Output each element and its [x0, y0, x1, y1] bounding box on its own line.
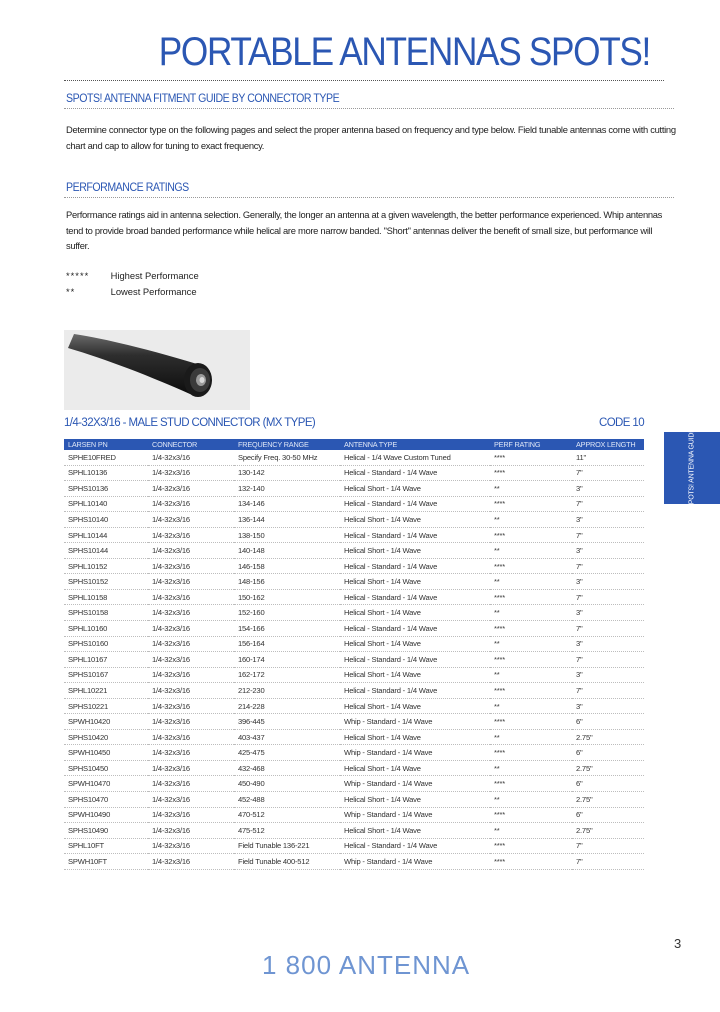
table-cell: SPHS10490 [64, 823, 148, 839]
table-cell: SPHS10470 [64, 792, 148, 808]
table-cell: SPHS10160 [64, 636, 148, 652]
table-cell: 1/4-32x3/16 [148, 465, 234, 481]
column-header: ANTENNA TYPE [340, 439, 490, 450]
fitment-divider [64, 108, 674, 109]
table-cell: 212-230 [234, 683, 340, 699]
table-cell: Helical Short - 1/4 Wave [340, 792, 490, 808]
table-cell: Whip - Standard - 1/4 Wave [340, 714, 490, 730]
column-header: APPROX LENGTH [572, 439, 644, 450]
table-cell: 3" [572, 605, 644, 621]
table-cell: 3" [572, 698, 644, 714]
table-cell: 152-160 [234, 605, 340, 621]
table-cell: SPWH10FT [64, 854, 148, 870]
table-cell: 7" [572, 854, 644, 870]
table-cell: 1/4-32x3/16 [148, 807, 234, 823]
table-cell: **** [490, 807, 572, 823]
table-cell: SPHL10160 [64, 621, 148, 637]
table-cell: 136-144 [234, 512, 340, 528]
table-cell: Helical - Standard - 1/4 Wave [340, 621, 490, 637]
table-cell: ** [490, 792, 572, 808]
table-cell: Specify Freq. 30-50 MHz [234, 450, 340, 465]
table-cell: 1/4-32x3/16 [148, 667, 234, 683]
table-cell: 452-488 [234, 792, 340, 808]
table-cell: 7" [572, 683, 644, 699]
table-cell: ** [490, 543, 572, 559]
table-cell: 7" [572, 558, 644, 574]
antenna-photo [64, 330, 250, 410]
table-cell: 1/4-32x3/16 [148, 838, 234, 854]
table-cell: 7" [572, 465, 644, 481]
table-cell: SPWH10470 [64, 776, 148, 792]
table-cell: 1/4-32x3/16 [148, 543, 234, 559]
fitment-heading: SPOTS! ANTENNA FITMENT GUIDE BY CONNECTOR TYPE [66, 93, 340, 105]
table-cell: Helical - Standard - 1/4 Wave [340, 683, 490, 699]
table-cell: Helical - 1/4 Wave Custom Tuned [340, 450, 490, 465]
table-cell: Helical Short - 1/4 Wave [340, 729, 490, 745]
table-cell: **** [490, 838, 572, 854]
table-cell: SPHE10FRED [64, 450, 148, 465]
table-cell: 396-445 [234, 714, 340, 730]
rating-legend-highest [66, 270, 199, 281]
table-cell: Whip - Standard - 1/4 Wave [340, 854, 490, 870]
table-row [64, 465, 644, 481]
performance-text: Performance ratings aid in antenna selection. Generally, the longer an antenna at a given wavelength, the better performance experienced. Whip antennas tend to provide broad banded performance while helical are more narrow banded. "Short" antennas deliver the benefit of small size, but performance will suffer. [66, 209, 663, 251]
table-cell: SPHS10167 [64, 667, 148, 683]
table-cell: 2.75" [572, 760, 644, 776]
table-cell: 162-172 [234, 667, 340, 683]
table-cell: 470-512 [234, 807, 340, 823]
table-row [64, 854, 644, 870]
table-row [64, 667, 644, 683]
table-cell: Helical - Standard - 1/4 Wave [340, 838, 490, 854]
table-cell: Whip - Standard - 1/4 Wave [340, 745, 490, 761]
table-cell: Helical Short - 1/4 Wave [340, 605, 490, 621]
table-cell: 1/4-32x3/16 [148, 854, 234, 870]
section-side-tab [664, 427, 720, 509]
table-row [64, 823, 644, 839]
table-cell: SPHS10144 [64, 543, 148, 559]
column-header: FREQUENCY RANGE [234, 439, 340, 450]
table-cell: 150-162 [234, 589, 340, 605]
table-cell: 1/4-32x3/16 [148, 512, 234, 528]
table-cell: 2.75" [572, 729, 644, 745]
table-row [64, 450, 644, 465]
table-cell: SPHS10450 [64, 760, 148, 776]
performance-heading: PERFORMANCE RATINGS [66, 182, 189, 194]
table-cell: **** [490, 527, 572, 543]
table-row [64, 574, 644, 590]
table-cell: 1/4-32x3/16 [148, 605, 234, 621]
table-cell: 7" [572, 589, 644, 605]
table-cell: **** [490, 854, 572, 870]
table-cell: SPHL10167 [64, 652, 148, 668]
table-cell: Helical Short - 1/4 Wave [340, 698, 490, 714]
table-cell: 1/4-32x3/16 [148, 714, 234, 730]
table-cell: ** [490, 667, 572, 683]
table-cell: 1/4-32x3/16 [148, 823, 234, 839]
table-cell: **** [490, 776, 572, 792]
table-cell: SPHL10152 [64, 558, 148, 574]
performance-divider [64, 197, 674, 198]
table-cell: 1/4-32x3/16 [148, 792, 234, 808]
column-header: LARSEN PN [64, 439, 148, 450]
table-cell: 1/4-32x3/16 [148, 558, 234, 574]
table-cell: 6" [572, 714, 644, 730]
table-cell: Helical Short - 1/4 Wave [340, 481, 490, 497]
table-cell: SPHS10158 [64, 605, 148, 621]
table-cell: 450-490 [234, 776, 340, 792]
table-cell: 6" [572, 807, 644, 823]
table-cell: ** [490, 760, 572, 776]
table-cell: SPHS10136 [64, 481, 148, 497]
table-cell: 1/4-32x3/16 [148, 636, 234, 652]
table-cell: 3" [572, 667, 644, 683]
table-cell: SPHS10221 [64, 698, 148, 714]
column-header: CONNECTOR [148, 439, 234, 450]
table-cell: 3" [572, 636, 644, 652]
table-cell: ** [490, 574, 572, 590]
page-number: 3 [674, 936, 682, 951]
column-header: PERF RATING [490, 439, 572, 450]
table-cell: 138-150 [234, 527, 340, 543]
connector-title: 1/4-32X3/16 - MALE STUD CONNECTOR (MX TYPE) [64, 417, 316, 429]
table-header-row [64, 439, 644, 450]
table-cell: Field Tunable 136-221 [234, 838, 340, 854]
antenna-spec-table [64, 439, 644, 870]
table-cell: Helical - Standard - 1/4 Wave [340, 652, 490, 668]
table-row [64, 714, 644, 730]
table-cell: 7" [572, 496, 644, 512]
table-row [64, 636, 644, 652]
table-cell: 3" [572, 543, 644, 559]
table-row [64, 605, 644, 621]
table-cell: 475-512 [234, 823, 340, 839]
table-cell: Whip - Standard - 1/4 Wave [340, 807, 490, 823]
table-cell: 1/4-32x3/16 [148, 450, 234, 465]
table-cell: 7" [572, 621, 644, 637]
table-cell: 1/4-32x3/16 [148, 589, 234, 605]
table-cell: Helical Short - 1/4 Wave [340, 574, 490, 590]
table-cell: SPHL10136 [64, 465, 148, 481]
table-cell: Helical Short - 1/4 Wave [340, 543, 490, 559]
table-row [64, 512, 644, 528]
table-cell: **** [490, 652, 572, 668]
table-cell: 130-142 [234, 465, 340, 481]
table-cell: 425-475 [234, 745, 340, 761]
table-cell: 11" [572, 450, 644, 465]
table-row [64, 698, 644, 714]
page-title: PORTABLE ANTENNAS SPOTS! [158, 30, 650, 74]
table-cell: Helical Short - 1/4 Wave [340, 760, 490, 776]
table-cell: ** [490, 605, 572, 621]
table-cell: ** [490, 512, 572, 528]
table-cell: **** [490, 714, 572, 730]
table-row [64, 558, 644, 574]
table-row [64, 776, 644, 792]
table-cell: 1/4-32x3/16 [148, 729, 234, 745]
table-cell: Helical Short - 1/4 Wave [340, 512, 490, 528]
table-cell: **** [490, 589, 572, 605]
fitment-text: Determine connector type on the following pages and select the proper antenna based on frequency and type below. Field tunable antennas come with cutting chart and cap to allow for tuning to exact frequency. [66, 124, 676, 151]
table-row [64, 792, 644, 808]
rating-label: Lowest Performance [110, 286, 197, 297]
table-cell: 154-166 [234, 621, 340, 637]
table-cell: Helical - Standard - 1/4 Wave [340, 589, 490, 605]
table-cell: 1/4-32x3/16 [148, 652, 234, 668]
table-cell: 6" [572, 776, 644, 792]
table-cell: 432-468 [234, 760, 340, 776]
table-cell: **** [490, 450, 572, 465]
table-row [64, 589, 644, 605]
table-cell: 7" [572, 838, 644, 854]
rating-stars-icon: ***** [66, 270, 90, 281]
table-cell: SPHL10158 [64, 589, 148, 605]
table-cell: 132-140 [234, 481, 340, 497]
table-cell: SPHS10140 [64, 512, 148, 528]
table-cell: SPHL10144 [64, 527, 148, 543]
table-row [64, 481, 644, 497]
table-cell: **** [490, 558, 572, 574]
table-cell: Helical Short - 1/4 Wave [340, 823, 490, 839]
table-cell: ** [490, 698, 572, 714]
table-cell: Whip - Standard - 1/4 Wave [340, 776, 490, 792]
table-cell: Helical - Standard - 1/4 Wave [340, 465, 490, 481]
table-cell: 7" [572, 652, 644, 668]
table-cell: 3" [572, 512, 644, 528]
table-cell: 2.75" [572, 823, 644, 839]
table-cell: Helical Short - 1/4 Wave [340, 667, 490, 683]
table-row [64, 729, 644, 745]
table-cell: Helical Short - 1/4 Wave [340, 636, 490, 652]
table-cell: 7" [572, 527, 644, 543]
table-row [64, 527, 644, 543]
table-cell: 146-158 [234, 558, 340, 574]
table-cell: 1/4-32x3/16 [148, 574, 234, 590]
table-cell: 156-164 [234, 636, 340, 652]
table-row [64, 621, 644, 637]
table-cell: **** [490, 745, 572, 761]
table-cell: 6" [572, 745, 644, 761]
footer-phone: 1 800 ANTENNA [262, 950, 471, 980]
table-cell: 1/4-32x3/16 [148, 698, 234, 714]
table-row [64, 683, 644, 699]
table-cell: 1/4-32x3/16 [148, 481, 234, 497]
table-cell: SPWH10490 [64, 807, 148, 823]
table-cell: SPWH10420 [64, 714, 148, 730]
table-cell: SPHL10140 [64, 496, 148, 512]
table-cell: SPHS10152 [64, 574, 148, 590]
table-cell: **** [490, 683, 572, 699]
table-cell: 160-174 [234, 652, 340, 668]
antenna-illustration [64, 330, 250, 410]
product-code: CODE 10 [598, 417, 644, 429]
table-cell: 1/4-32x3/16 [148, 683, 234, 699]
table-cell: ** [490, 823, 572, 839]
table-cell: 3" [572, 574, 644, 590]
table-row [64, 652, 644, 668]
table-cell: 3" [572, 481, 644, 497]
rating-stars-icon: ** [66, 286, 76, 297]
table-cell: SPWH10450 [64, 745, 148, 761]
table-cell: ** [490, 481, 572, 497]
table-row [64, 838, 644, 854]
table-cell: ** [490, 729, 572, 745]
rating-label: Highest Performance [110, 270, 199, 281]
table-cell: 134-146 [234, 496, 340, 512]
table-cell: **** [490, 465, 572, 481]
table-cell: Field Tunable 400-512 [234, 854, 340, 870]
table-row [64, 760, 644, 776]
rating-legend-lowest [66, 286, 197, 297]
table-cell: Helical - Standard - 1/4 Wave [340, 496, 490, 512]
table-cell: 1/4-32x3/16 [148, 776, 234, 792]
title-divider [64, 80, 664, 81]
table-cell: 1/4-32x3/16 [148, 496, 234, 512]
side-tab-label: SPOTS! ANTENNA GUIDE [688, 427, 696, 509]
table-cell: 1/4-32x3/16 [148, 621, 234, 637]
table-cell: Helical - Standard - 1/4 Wave [340, 558, 490, 574]
table-cell: 1/4-32x3/16 [148, 527, 234, 543]
table-cell: 214-228 [234, 698, 340, 714]
table-cell: ** [490, 636, 572, 652]
table-cell: Helical - Standard - 1/4 Wave [340, 527, 490, 543]
table-row [64, 807, 644, 823]
table-cell: 1/4-32x3/16 [148, 745, 234, 761]
table-cell: 148-156 [234, 574, 340, 590]
table-row [64, 496, 644, 512]
table-cell: 140-148 [234, 543, 340, 559]
table-cell: 2.75" [572, 792, 644, 808]
table-heading [64, 417, 644, 429]
table-cell: 403-437 [234, 729, 340, 745]
table-cell: SPHS10420 [64, 729, 148, 745]
table-row [64, 745, 644, 761]
table-row [64, 543, 644, 559]
table-cell: **** [490, 496, 572, 512]
table-cell: SPHL10221 [64, 683, 148, 699]
table-cell: 1/4-32x3/16 [148, 760, 234, 776]
table-cell: **** [490, 621, 572, 637]
table-cell: SPHL10FT [64, 838, 148, 854]
